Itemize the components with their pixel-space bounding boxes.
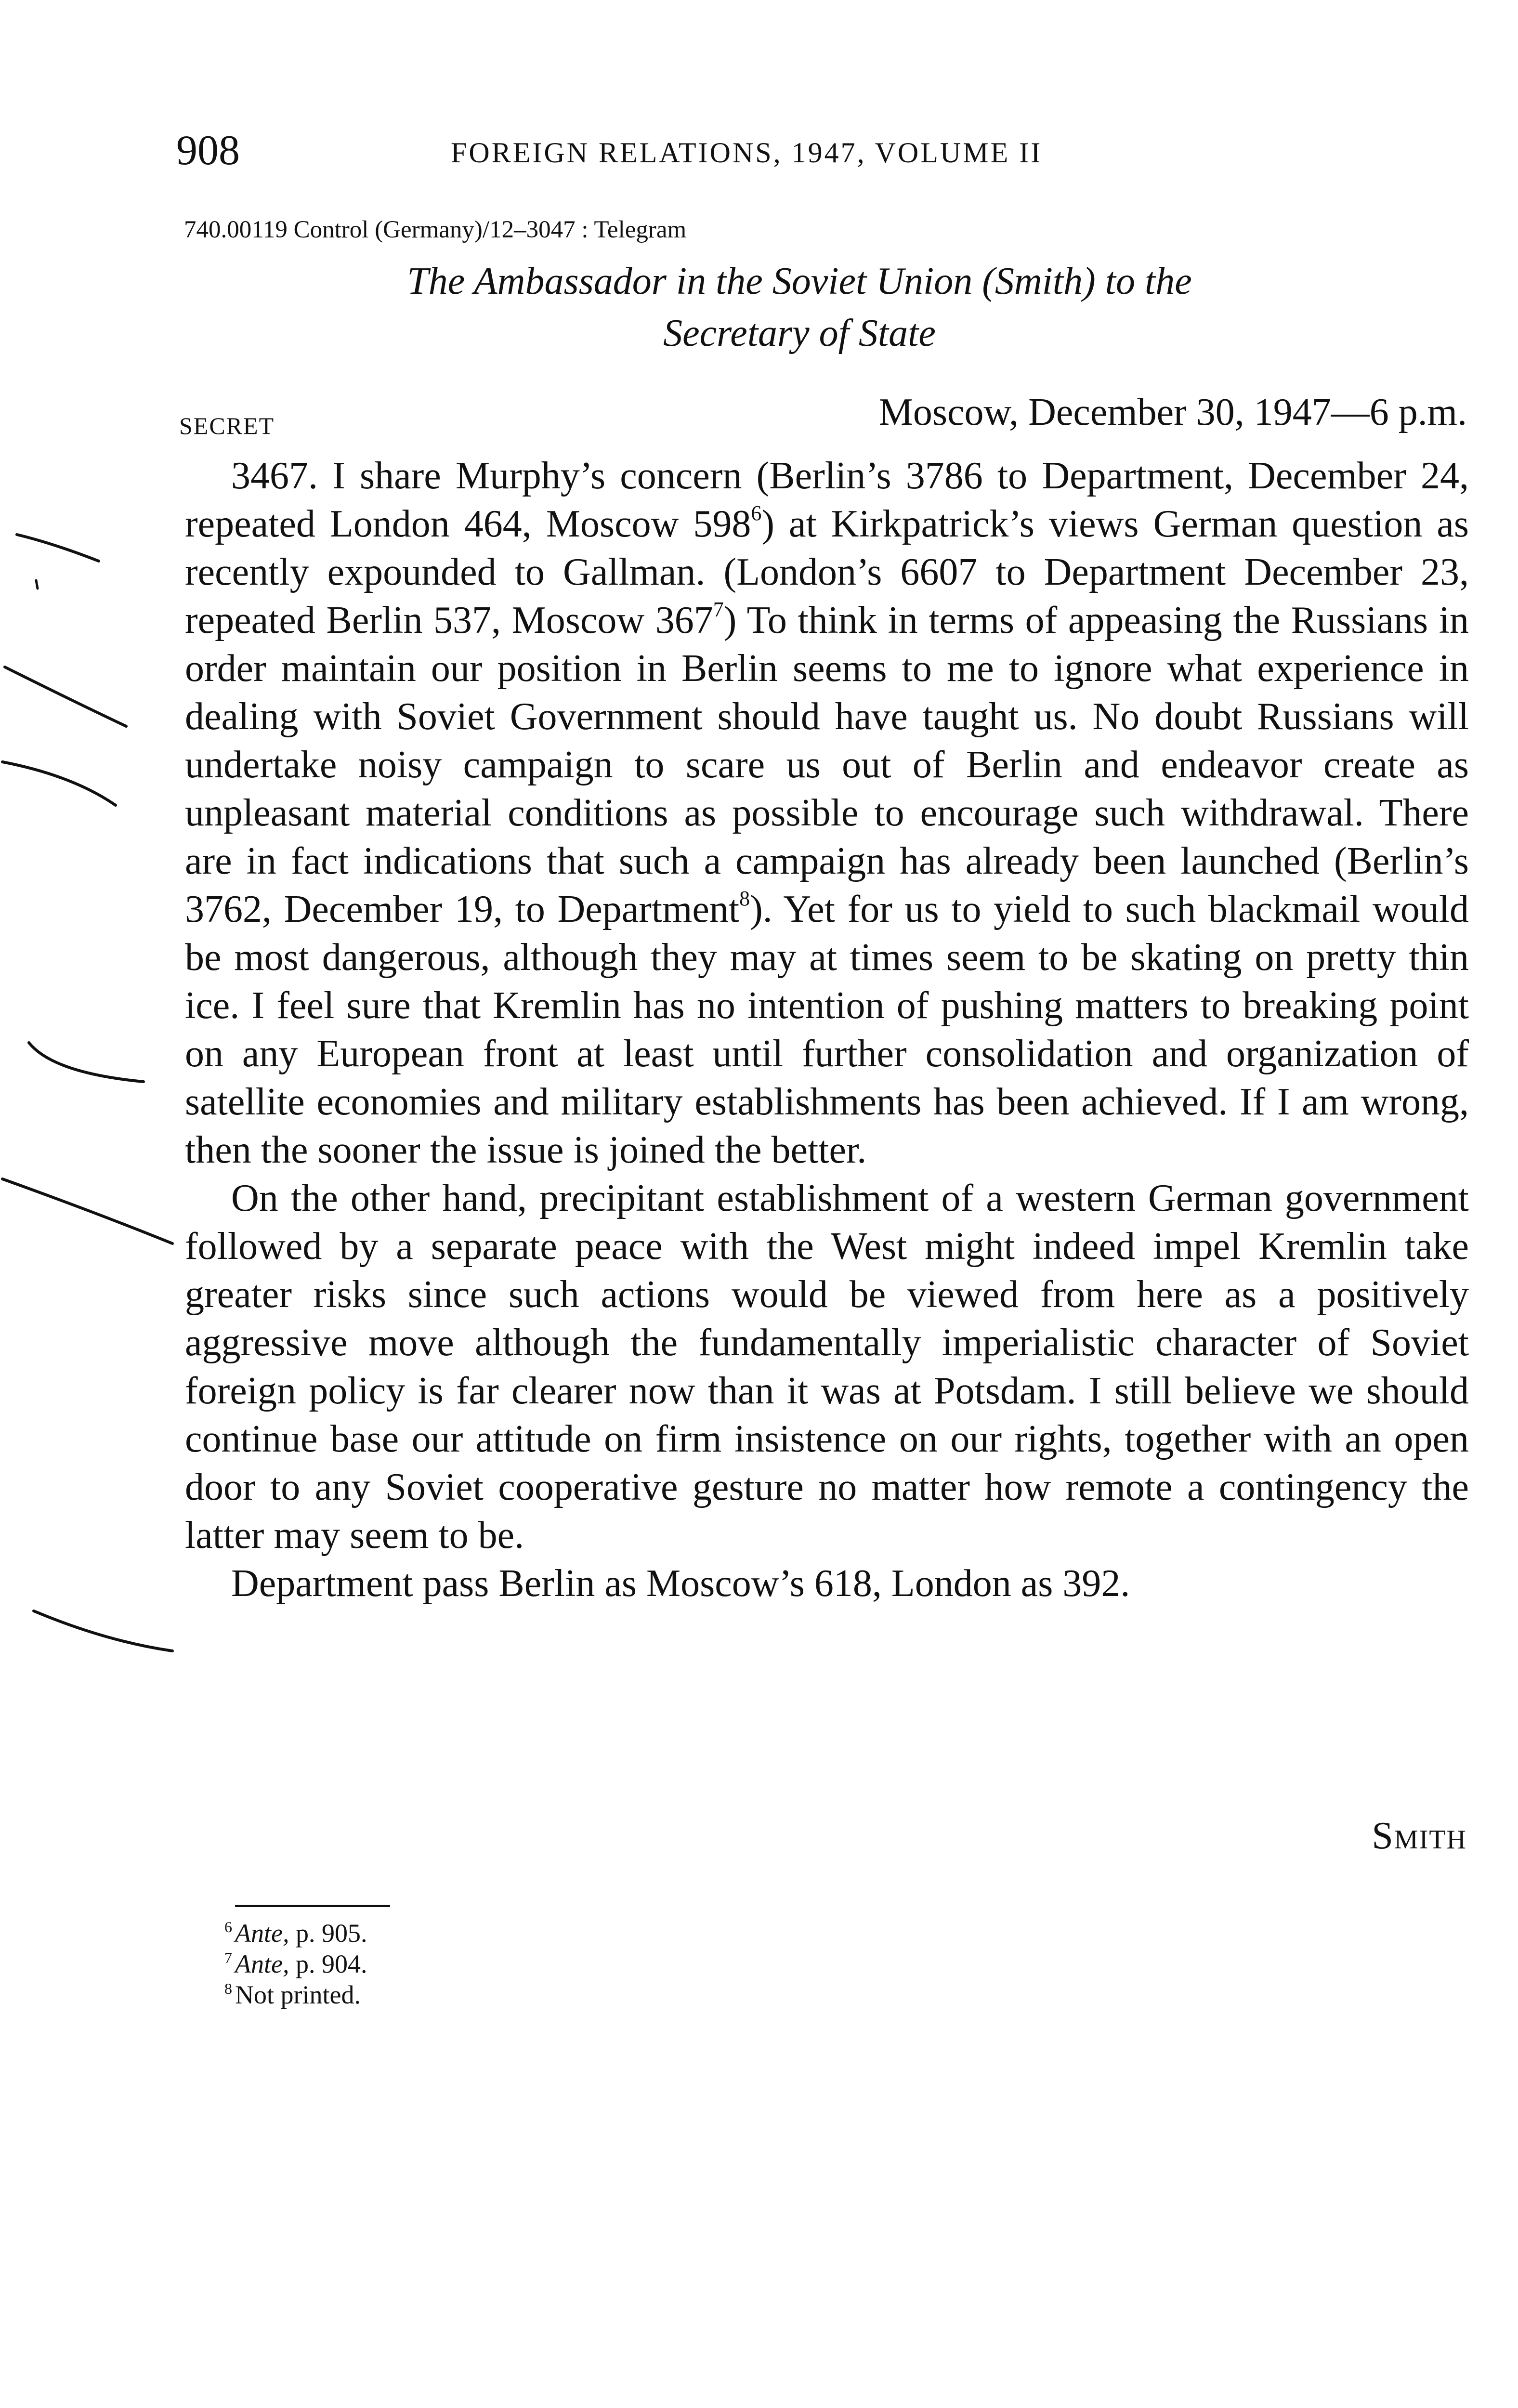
footnote-ante: Ante, — [235, 1919, 289, 1948]
margin-pen-mark-2 — [36, 580, 38, 589]
footnote-ref-8: 8 — [739, 887, 750, 910]
footnote-text: Not printed. — [235, 1980, 361, 2009]
footnote-ref-6: 6 — [751, 501, 762, 525]
paragraph-1-part-3: ) To think in terms of appeasing the Russians in order maintain our position in Berlin seems to me to ignore what experience in dealing with Soviet Government should have taught us. No doubt Russians will undertake noisy campaign to scare us out of Berlin and endeavor create as unpleasant material conditions as possible to encourage such withdrawal. There are in fact indications that such a campaign has already been launched (Berlin’s 3762, December 19, to Department — [185, 599, 1469, 930]
footnote-6 — [224, 1918, 367, 1949]
footnote-ante: Ante, — [235, 1950, 289, 1978]
margin-pen-mark-6 — [2, 1179, 172, 1243]
paragraph-1-part-2: ) at Kirkpatrick’s views German question as recently expounded to Gallman. (London’s 6607 to Department December 23, repeated Berlin 537, Moscow 367 — [185, 503, 1469, 641]
footnote-7 — [224, 1949, 367, 1979]
dateline: Moscow, December 30, 1947—6 p.m. — [878, 391, 1467, 433]
footnote-mark: 8 — [224, 1980, 232, 1997]
margin-pen-mark-3 — [5, 667, 126, 726]
paragraph-3: Department pass Berlin as Moscow’s 618, London as 392. — [231, 1562, 1130, 1605]
footnote-ref-7: 7 — [713, 598, 724, 621]
heading-line-1: The Ambassador in the Soviet Union (Smith) to the — [407, 260, 1192, 302]
margin-pen-mark-4 — [2, 762, 116, 805]
footnote-mark: 7 — [224, 1949, 232, 1966]
margin-pen-mark-1 — [17, 535, 99, 561]
page-number: 908 — [176, 127, 240, 174]
margin-pen-mark-7 — [34, 1611, 172, 1651]
paragraph-1 — [185, 452, 1469, 1174]
classification-label: SECRET — [179, 412, 275, 439]
running-title: FOREIGN RELATIONS, 1947, VOLUME II — [451, 137, 1043, 169]
paragraph-1-part-4: ). Yet for us to yield to such blackmail would be most dangerous, although they may at times seem to be skating on pretty thin ice. I feel sure that Kremlin has no intention of pushing matters to breaking point on any European front at least until further consolidation and organization of satellite economies and military establishments has been achieved. If I am wrong, then the sooner the issue is joined the better. — [185, 888, 1469, 1171]
footnote-text: p. 904. — [289, 1950, 367, 1978]
telegram-body — [185, 452, 1469, 1608]
footnote-mark: 6 — [224, 1918, 232, 1936]
heading-line-2: Secretary of State — [663, 312, 936, 354]
paragraph-2: On the other hand, precipitant establishment of a western German government followed by a separate peace with the West might indeed impel Kremlin take greater risks since such actions would be viewed from here as a positively aggressive move although the fundamentally imperialistic character of Soviet foreign policy is far clearer now than it was at Potsdam. I still believe we should continue base our attitude on firm insistence on our rights, together with an open door to any Soviet cooperative gesture no matter how remote a contingency the latter may seem to be. — [185, 1177, 1469, 1557]
footnote-text: p. 905. — [289, 1919, 367, 1948]
signature: Smith — [1372, 1815, 1467, 1857]
document-heading — [250, 255, 1348, 359]
margin-pen-mark-5 — [29, 1043, 144, 1082]
footnote-8 — [224, 1979, 367, 2010]
footnotes — [224, 1918, 367, 2010]
running-head — [176, 124, 1361, 177]
file-reference: 740.00119 Control (Germany)/12–3047 : Telegram — [184, 216, 687, 243]
paragraph-1-part-1: 3467. I share Murphy’s concern (Berlin’s 3786 to Department, December 24, repeated London 464, Moscow 598 — [185, 455, 1469, 545]
footnote-rule — [235, 1905, 390, 1907]
